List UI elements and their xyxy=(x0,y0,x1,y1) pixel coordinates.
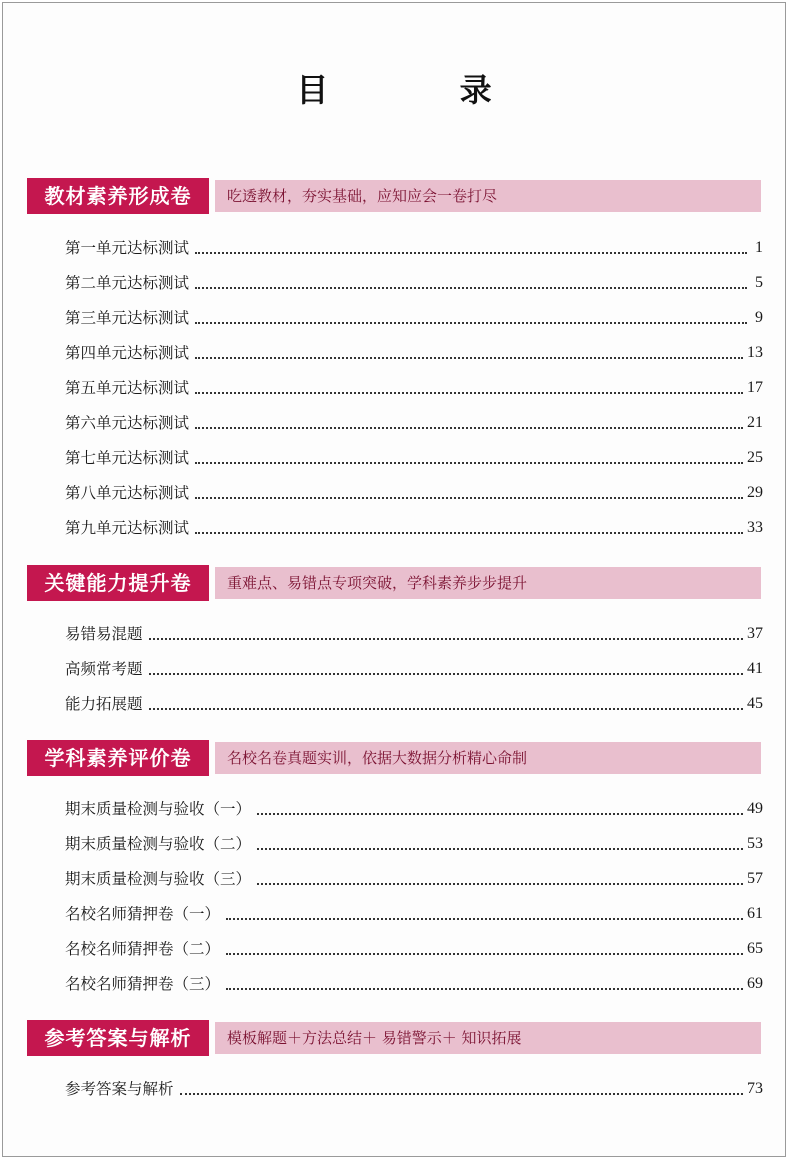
entry-title: 高频常考题 xyxy=(65,660,143,678)
toc-page xyxy=(2,2,786,1157)
toc-entry[interactable] xyxy=(65,516,763,540)
entry-page-number: 9 xyxy=(755,309,763,326)
leader-dots xyxy=(257,848,743,850)
leader-dots xyxy=(195,497,743,499)
toc-entry[interactable] xyxy=(65,411,763,435)
section-header-answers xyxy=(27,1020,761,1056)
toc-entry[interactable] xyxy=(65,692,763,716)
toc-entry[interactable] xyxy=(65,902,763,926)
entry-title: 期末质量检测与验收（三） xyxy=(65,870,252,888)
section-label: 教材素养形成卷 xyxy=(27,178,209,214)
entry-page-number: 37 xyxy=(747,625,763,642)
entry-page-number: 13 xyxy=(747,344,763,361)
entry-title: 参考答案与解析 xyxy=(65,1080,174,1098)
leader-dots xyxy=(149,673,743,675)
section-tagline: 重难点、易错点专项突破，学科素养步步提升 xyxy=(215,567,761,599)
toc-entry[interactable] xyxy=(65,622,763,646)
entry-page-number: 29 xyxy=(747,484,763,501)
section-label: 参考答案与解析 xyxy=(27,1020,209,1056)
leader-dots xyxy=(195,462,743,464)
toc-entry[interactable] xyxy=(65,832,763,856)
leader-dots xyxy=(195,357,743,359)
leader-dots xyxy=(149,708,743,710)
entry-page-number: 33 xyxy=(747,519,763,536)
leader-dots xyxy=(257,813,743,815)
leader-dots xyxy=(149,638,743,640)
leader-dots xyxy=(226,953,743,955)
leader-dots xyxy=(226,918,743,920)
section-header-evaluation xyxy=(27,740,761,776)
entry-title: 第一单元达标测试 xyxy=(65,239,190,257)
toc-entry[interactable] xyxy=(65,376,763,400)
section-header-ability xyxy=(27,565,761,601)
entry-page-number: 1 xyxy=(755,239,763,256)
toc-entry[interactable] xyxy=(65,657,763,681)
toc-entry[interactable] xyxy=(65,1077,763,1101)
entry-page-number: 5 xyxy=(755,274,763,291)
entry-page-number: 65 xyxy=(747,940,763,957)
section-label: 关键能力提升卷 xyxy=(27,565,209,601)
entry-title: 第八单元达标测试 xyxy=(65,484,190,502)
section-tagline: 模板解题＋方法总结＋ 易错警示＋ 知识拓展 xyxy=(215,1022,761,1054)
leader-dots xyxy=(195,427,743,429)
leader-dots xyxy=(180,1093,743,1095)
entry-title: 能力拓展题 xyxy=(65,695,143,713)
toc-entry[interactable] xyxy=(65,446,763,470)
entry-title: 名校名师猜押卷（二） xyxy=(65,940,221,958)
leader-dots xyxy=(195,287,747,289)
entry-title: 第九单元达标测试 xyxy=(65,519,190,537)
entry-title: 名校名师猜押卷（一） xyxy=(65,905,221,923)
entry-title: 第五单元达标测试 xyxy=(65,379,190,397)
leader-dots xyxy=(257,883,743,885)
toc-entry[interactable] xyxy=(65,236,763,260)
entry-title: 期末质量检测与验收（二） xyxy=(65,835,252,853)
entry-title: 第七单元达标测试 xyxy=(65,449,190,467)
entry-page-number: 41 xyxy=(747,660,763,677)
entry-title: 期末质量检测与验收（一） xyxy=(65,800,252,818)
entry-title: 第三单元达标测试 xyxy=(65,309,190,327)
entry-page-number: 69 xyxy=(747,975,763,992)
section-header-textbook xyxy=(27,178,761,214)
entry-page-number: 25 xyxy=(747,449,763,466)
entry-title: 第二单元达标测试 xyxy=(65,274,190,292)
toc-entry[interactable] xyxy=(65,481,763,505)
entry-title: 第四单元达标测试 xyxy=(65,344,190,362)
toc-entry[interactable] xyxy=(65,867,763,891)
entry-page-number: 45 xyxy=(747,695,763,712)
entry-page-number: 61 xyxy=(747,905,763,922)
section-tagline: 吃透教材，夯实基础，应知应会一卷打尽 xyxy=(215,180,761,212)
leader-dots xyxy=(195,322,747,324)
entry-page-number: 53 xyxy=(747,835,763,852)
toc-entry[interactable] xyxy=(65,341,763,365)
entry-page-number: 21 xyxy=(747,414,763,431)
toc-entry[interactable] xyxy=(65,972,763,996)
leader-dots xyxy=(226,988,743,990)
page-title: 目 录 xyxy=(296,71,552,109)
leader-dots xyxy=(195,532,743,534)
leader-dots xyxy=(195,392,743,394)
entry-title: 第六单元达标测试 xyxy=(65,414,190,432)
entry-page-number: 73 xyxy=(747,1080,763,1097)
entry-page-number: 57 xyxy=(747,870,763,887)
toc-entry[interactable] xyxy=(65,306,763,330)
section-label: 学科素养评价卷 xyxy=(27,740,209,776)
toc-entry[interactable] xyxy=(65,271,763,295)
entry-title: 易错易混题 xyxy=(65,625,143,643)
entry-page-number: 17 xyxy=(747,379,763,396)
section-tagline: 名校名卷真题实训，依据大数据分析精心命制 xyxy=(215,742,761,774)
toc-entry[interactable] xyxy=(65,937,763,961)
toc-entry[interactable] xyxy=(65,797,763,821)
entry-title: 名校名师猜押卷（三） xyxy=(65,975,221,993)
entry-page-number: 49 xyxy=(747,800,763,817)
leader-dots xyxy=(195,252,747,254)
